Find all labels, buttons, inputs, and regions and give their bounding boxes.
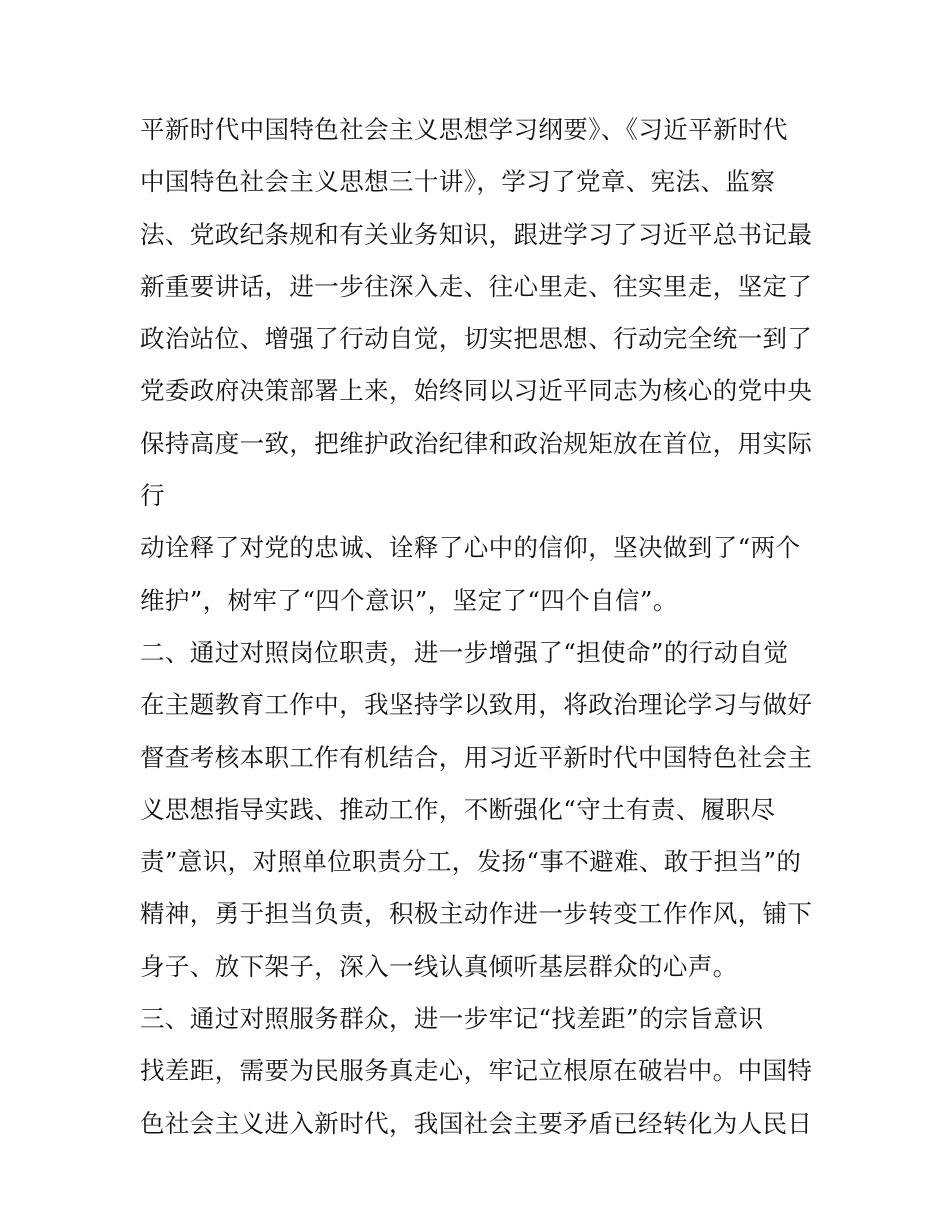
text-line: 色社会主义进入新时代，我国社会主要矛盾已经转化为人民日 [140, 1108, 813, 1138]
text-line: 保持高度一致，把维护政治纪律和政治规矩放在首位，用实际 [140, 428, 813, 458]
text-line: 找差距，需要为民服务真走心，牢记立根原在破岩中。中国特 [140, 1056, 813, 1086]
text-line: 行 [140, 481, 165, 511]
text-line: 平新时代中国特色社会主义思想学习纲要》、《习近平新时代 [140, 115, 788, 144]
text-line: 法、党政纪条规和有关业务知识，跟进学习了习近平总书记最 [140, 219, 813, 249]
text-line: 维护”，树牢了“四个意识”，坚定了“四个自信”。 [140, 585, 678, 615]
text-line: 在主题教育工作中，我坚持学以致用，将政治理论学习与做好 [140, 690, 813, 720]
section-heading-2: 二、通过对照岗位职责，进一步增强了“担使命”的行动自觉 [140, 637, 789, 667]
text-line: 督查考核本职工作有机结合，用习近平新时代中国特色社会主 [140, 742, 813, 772]
text-line: 精神，勇于担当负责，积极主动作进一步转变工作作风，铺下 [140, 899, 813, 929]
text-line: 政治站位、增强了行动自觉，切实把思想、行动完全统一到了 [140, 324, 813, 354]
text-line: 身子、放下架子，深入一线认真倾听基层群众的心声。 [140, 951, 738, 981]
text-line: 义思想指导实践、推动工作，不断强化“守土有责、履职尽 [140, 794, 776, 824]
text-line: 中国特色社会主义思想三十讲》，学习了党章、宪法、监察 [140, 167, 776, 197]
text-line: 党委政府决策部署上来，始终同以习近平同志为核心的党中央 [140, 376, 813, 406]
document-body [140, 104, 830, 1150]
section-heading-3: 三、通过对照服务群众，进一步牢记“找差距”的宗旨意识 [140, 1004, 764, 1034]
text-line: 动诠释了对党的忠诚、诠释了心中的信仰，坚决做到了“两个 [140, 533, 801, 563]
text-line: 责”意识，对照单位职责分工，发扬“事不避难、敢于担当”的 [140, 847, 802, 877]
text-line: 新重要讲话，进一步往深入走、往心里走、往实里走，坚定了 [140, 271, 813, 301]
